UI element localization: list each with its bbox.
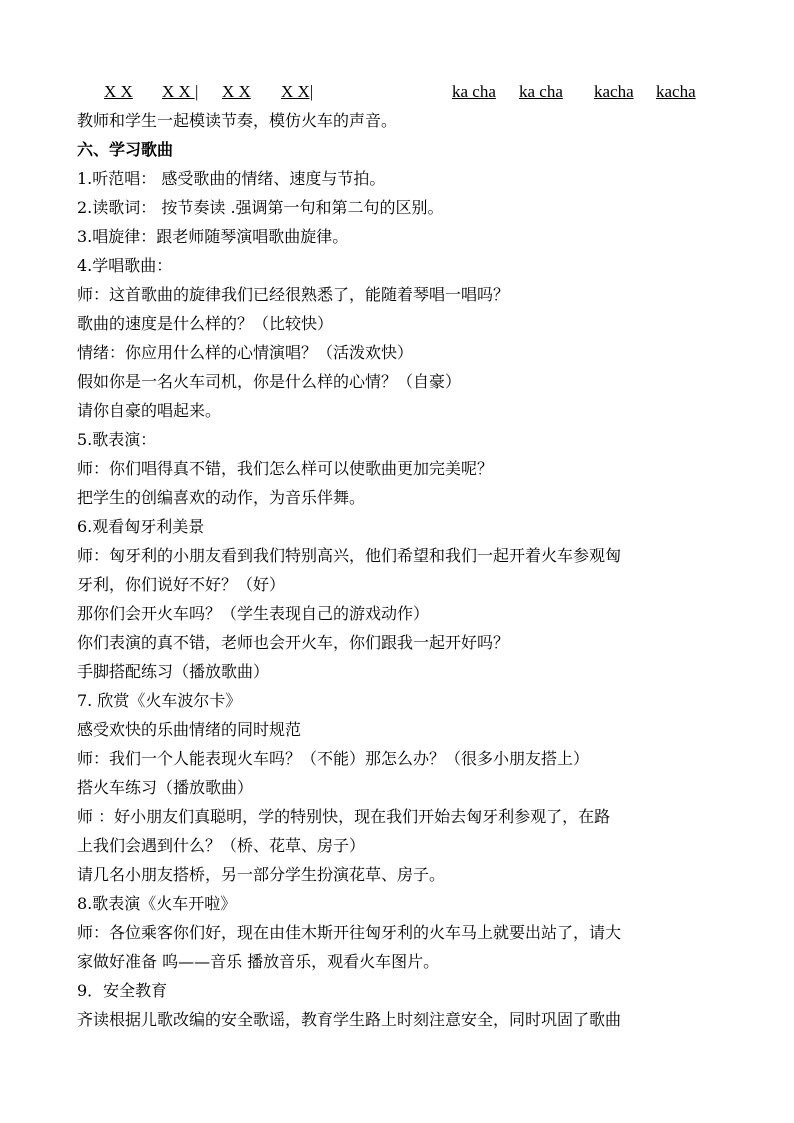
rhythm-syllable-3: kacha bbox=[594, 82, 634, 101]
text-line: 牙利，你们说好不好？（好） bbox=[77, 575, 286, 594]
text-line: 假如你是一名火车司机，你是什么样的心情？（自豪） bbox=[77, 372, 462, 391]
text-line: 7. 欣赏《火车波尔卡》 bbox=[77, 691, 242, 710]
rhythm-syllable-1: ka cha bbox=[452, 82, 496, 101]
text-line: 6.观看匈牙利美景 bbox=[77, 517, 205, 536]
text-line: 师：我们一个人能表现火车吗？（不能）那怎么办？（很多小朋友搭上） bbox=[77, 749, 590, 768]
text-line: 请几名小朋友搭桥，另一部分学生扮演花草、房子。 bbox=[77, 865, 446, 884]
text-line: 手脚搭配练习（播放歌曲） bbox=[77, 662, 270, 681]
text-line: 搭火车练习（播放歌曲） bbox=[77, 778, 254, 797]
text-line: 9．安全教育 bbox=[77, 981, 168, 1000]
text-line: 那你们会开火车吗？（学生表现自己的游戏动作） bbox=[77, 604, 430, 623]
rhythm-notation-2: X X | bbox=[162, 82, 199, 101]
rhythm-notation-3: X X bbox=[222, 82, 251, 101]
lesson-text bbox=[77, 106, 717, 1034]
text-line: 师：这首歌曲的旋律我们已经很熟悉了，能随着琴唱一唱吗？ bbox=[77, 285, 510, 304]
rhythm-syllable-4: kacha bbox=[656, 82, 696, 101]
text-line: 5.歌表演： bbox=[77, 430, 157, 449]
rhythm-syllable-2: ka cha bbox=[519, 82, 563, 101]
text-line: 齐读根据儿歌改编的安全歌谣，教育学生路上时刻注意安全，同时巩固了歌曲 bbox=[77, 1010, 622, 1029]
text-line: 1.听范唱： 感受歌曲的情绪、速度与节拍。 bbox=[77, 169, 386, 188]
text-line: 师：匈牙利的小朋友看到我们特别高兴，他们希望和我们一起开着火车参观匈 bbox=[77, 546, 622, 565]
text-line: 师：你们唱得真不错，我们怎么样可以使歌曲更加完美呢？ bbox=[77, 459, 494, 478]
text-line: 2.读歌词： 按节奏读 .强调第一句和第二句的区别。 bbox=[77, 198, 444, 217]
text-line: 师 ：好小朋友们真聪明，学的特别快，现在我们开始去匈牙利参观了，在路 bbox=[77, 807, 611, 826]
section-heading: 六、学习歌曲 bbox=[77, 140, 174, 159]
text-line: 感受欢快的乐曲情绪的同时规范 bbox=[77, 720, 302, 739]
text-line: 8.歌表演《火车开啦》 bbox=[77, 894, 237, 913]
rhythm-notation-4: X X| bbox=[281, 82, 314, 101]
text-line: 师：各位乘客你们好，现在由佳木斯开往匈牙利的火车马上就要出站了，请大 bbox=[77, 923, 622, 942]
text-line: 上我们会遇到什么？（桥、花草、房子） bbox=[77, 836, 366, 855]
text-line: 家做好准备 呜——音乐 播放音乐，观看火车图片。 bbox=[77, 952, 440, 971]
text-line: 你们表演的真不错，老师也会开火车，你们跟我一起开好吗？ bbox=[77, 633, 510, 652]
text-line: 教师和学生一起模读节奏，模仿火车的声音。 bbox=[77, 111, 398, 130]
text-line: 请你自豪的唱起来。 bbox=[77, 401, 222, 420]
text-line: 3.唱旋律：跟老师随琴演唱歌曲旋律。 bbox=[77, 227, 349, 246]
text-line: 4.学唱歌曲： bbox=[77, 256, 173, 275]
text-line: 情绪：你应用什么样的心情演唱？（活泼欢快） bbox=[77, 343, 414, 362]
rhythm-notation-row bbox=[0, 82, 794, 106]
text-line: 把学生的创编喜欢的动作，为音乐伴舞。 bbox=[77, 488, 366, 507]
text-line: 歌曲的速度是什么样的？（比较快） bbox=[77, 314, 334, 333]
rhythm-notation-1: X X bbox=[104, 82, 133, 101]
